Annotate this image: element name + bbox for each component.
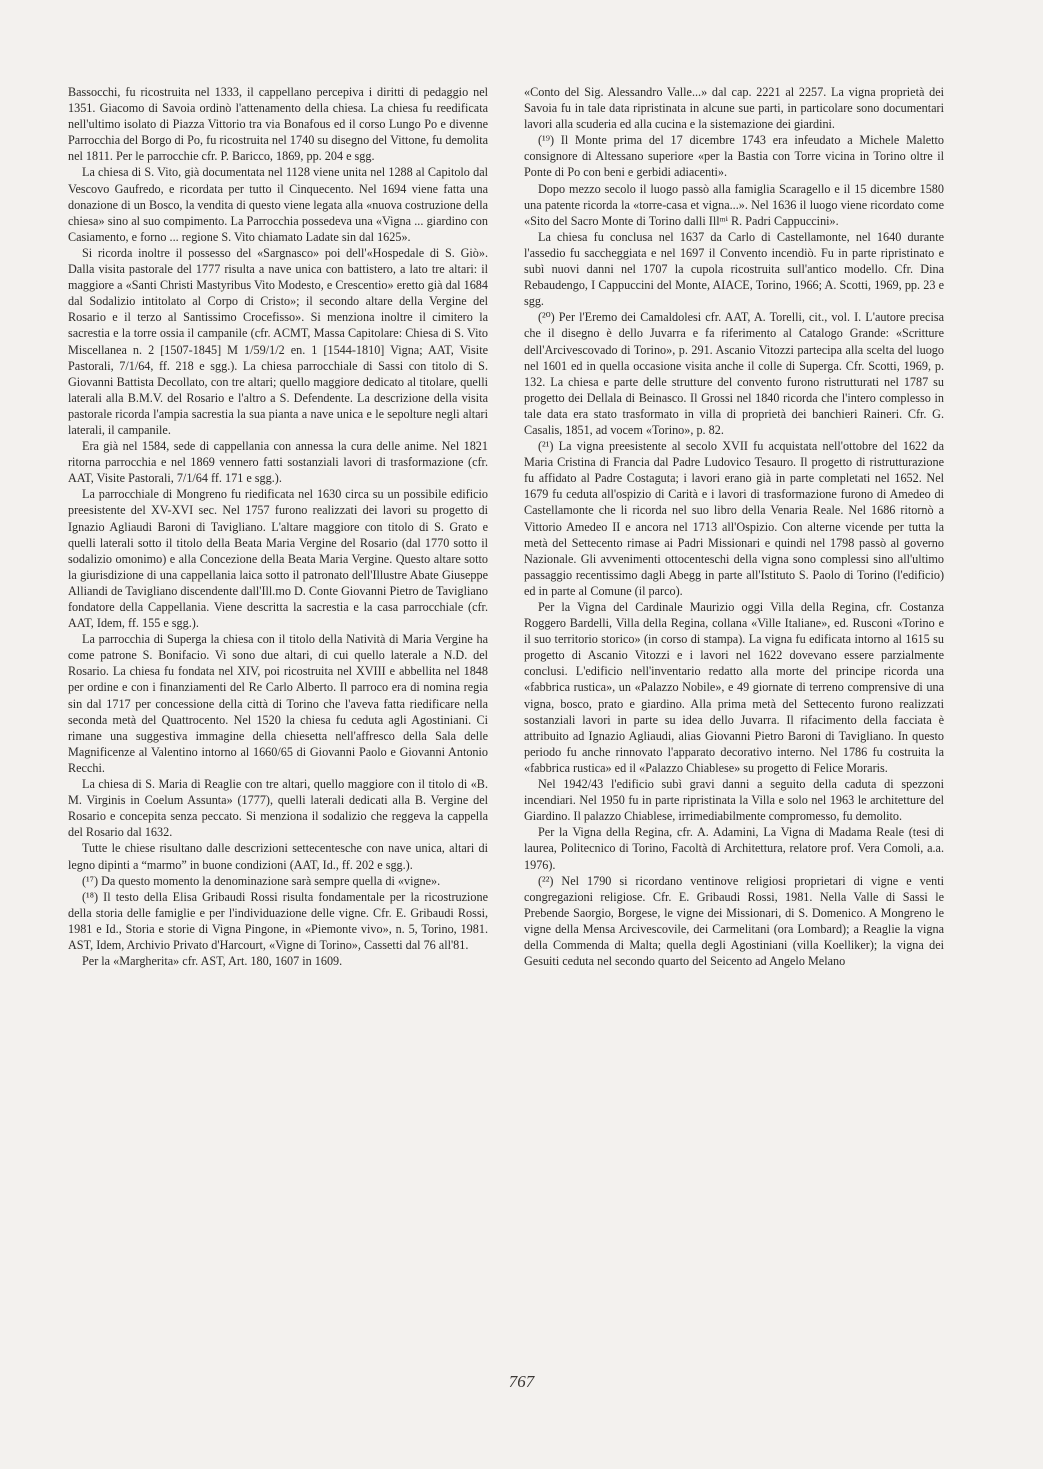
paragraph: La chiesa fu conclusa nel 1637 da Carlo di Castellamonte, nel 1640 durante l'assedio fu saccheggiata e nel 1697 il Convento incendiò. Fu in parte ripristinato e subì nuovi danni nel 1707 la cupola ricostruita sull'antico modello. Cfr. Dina Rebaudengo, I Cappuccini del Monte, AIACE, Torino, 1966; A. Scotti, 1969, pp. 23 e sgg.	[524, 229, 944, 309]
paragraph: Per la Vigna del Cardinale Maurizio oggi Villa della Regina, cfr. Costanza Roggero Bardelli, Villa della Regina, collana «Ville Italiane», ed. Rusconi «Torino e il suo territorio storico» (in corso di stampa). La vigna fu edificata intorno al 1615 su progetto di Ascanio Vitozzi e i lavori nel 1622 dovevano essere parzialmente conclusi. L'edificio nell'inventario redatto alla morte del principe ricorda una «fabbrica rustica», un «Palazzo Nobile», e 49 giornate di terreno comprensive di una vigna, bosco, prato e giardino. Alla prima metà del Settecento furono realizzati sostanziali lavori in parte su idea dello Juvarra. Il rifacimento della facciata è attribuito ad Ignazio Agliaudi, alias Giovanni Pietro Baroni di Tavigliano. In questo periodo fu anche rinnovato l'apparato decorativo interno. Nel 1786 fu costruita la «fabbrica rustica» ed il «Palazzo Chiablese» su progetto di Felice Moraris.	[524, 600, 944, 775]
paragraph: La parrocchia di Superga la chiesa con il titolo della Natività di Maria Vergine ha come patrone S. Bonifacio. Vi sono due altari, di cui quello laterale a N.D. del Rosario. La chiesa fu fondata nel XIV, poi ricostruita nel XVIII e abbellita nel 1848 per ordine e con i finanziamenti del Re Carlo Alberto. Il parroco era di nomina regia sin dal 1717 per concessione della città di Torino che l'aveva fatta riedificare nella seconda metà del Quattrocento. Nel 1520 la chiesa fu ceduta agli Agostiniani. Ci rimane una suggestiva immagine della chiesetta nell'affresco della Sala delle Magnificenze al Valentino intorno al 1660/65 di Giovanni Paolo e Giovanni Antonio Recchi.	[68, 632, 488, 775]
paragraph: (¹⁷) Da questo momento la denominazione sarà sempre quella di «vigne».	[82, 873, 441, 888]
paragraph: Per la «Margherita» cfr. AST, Art. 180, 1607 in 1609.	[82, 954, 343, 969]
paragraph: Tutte le chiese risultano dalle descrizioni settecentesche con nave unica, altari di legno dipinti a “marmo” in buone condizioni (AAT, Id., ff. 202 e sgg.).	[68, 841, 488, 872]
paragraph: Per la Vigna della Regina, cfr. A. Adamini, La Vigna di Madama Reale (tesi di laurea, Politecnico di Torino, Facoltà di Architettura, relatore prof. Vera Comoli, a.a. 1976).	[524, 825, 944, 872]
right-text-column	[524, 84, 944, 969]
paragraph: La chiesa di S. Maria di Reaglie con tre altari, quello maggiore con il titolo di «B. M. Virginis in Coelum Assunta» (1777), quelli laterali dedicati alla B. Vergine del Rosario e concepita senza peccato. Si menziona il sodalizio che reggeva la cappella del Rosario dal 1632.	[68, 777, 488, 840]
paragraph: La parrocchiale di Mongreno fu riedificata nel 1630 circa su un possibile edificio preesistente del XV-XVI sec. Nel 1757 furono realizzati dei lavori su progetto di Ignazio Agliaudi Baroni di Tavigliano. L'altare maggiore con titolo di S. Grato e quelli laterali sotto il titolo della Beata Maria Vergine del Rosario (dal 1770 sotto il sodalizio omonimo) e alla Concezione della Beata Maria Vergine. Questo altare sotto la giurisdizione di una cappellania laica sotto il patronato dell'Illustre Abate Giuseppe Alliandi de Tavigliano discendente dall'Ill.mo D. Conte Giovanni Pietro de Tavigliano fondatore della Cappellania. Viene descritta la sacrestia e la casa parrocchiale (cfr. AAT, Idem, ff. 155 e sgg.).	[68, 487, 488, 631]
paragraph: La chiesa di S. Vito, già documentata nel 1128 viene unita nel 1288 al Capitolo dal Vescovo Gaufredo, e ricordata per tutto il Cinquecento. Nel 1694 viene fatta una donazione di un Bosco, la vendita di questo viene legata alla «nuova costruzione della chiesa» sino al suo compimento. La Parrocchia possedeva una «Vigna ... giardino con Casiamento, e forno ... regione S. Vito chiamato Ladate sin dal 1625».	[68, 165, 488, 244]
paragraph: (¹⁹) Il Monte prima del 17 dicembre 1743 era infeudato a Michele Maletto consignore di Altessano superiore «per la Bastia con Torre vicina in Torino oltre il Ponte di Po con beni e gerbidi adiacenti».	[524, 133, 944, 180]
paragraph: (²¹) La vigna preesistente al secolo XVII fu acquistata nell'ottobre del 1622 da Maria Cristina di Francia dal Padre Ludovico Tesauro. Il progetto di ristrutturazione fu affidato al Padre Costaguta; i lavori erano già in parte completati nel 1652. Nel 1679 fu ceduta all'ospizio di Carità e i lavori di trasformazione furono di Amedeo di Castellamonte che li ricorda nel suo libro della Venaria Reale. Nel 1686 ritornò a Vittorio Amedeo II e ancora nel 1713 all'Ospizio. Con alterne vicende per tutta la metà del Settecento rimase ai Padri Missionari e quindi nel 1798 passò al governo Nazionale. Gli avvenimenti ottocenteschi della vigna sono complessi sino all'ultimo passaggio recentissimo dagli Abegg in parte all'Istituto S. Paolo di Torino (l'edificio) ed in parte al Comune (il parco).	[524, 439, 944, 598]
paragraph: «Conto del Sig. Alessandro Valle...» dal cap. 2221 al 2257. La vigna proprietà dei Savoia fu in tale data ripristinata in alcune sue parti, in particolare sono documentari lavori alla scuderia ed alla cucina e la sistemazione dei giardini.	[524, 85, 944, 132]
paragraph: (²²) Nel 1790 si ricordano ventinove religiosi proprietari di vigne e venti congregazioni religiose. Cfr. E. Gribaudi Rossi, 1981. Nella Valle di Sassi le Prebende Saorgio, Borgese, le vigne dei Missionari, di S. Domenico. A Mongreno le vigne della Mensa Arcivescovile, dei Carmelitani (ora Lombard); a Reaglie la vigna della Commenda di Malta; quella degli Agostiniani (villa Koelliker); la vigna dei Gesuiti ceduta nel secondo quarto del Seicento ad Angelo Melano	[524, 873, 944, 969]
paragraph: (²⁰) Per l'Eremo dei Camaldolesi cfr. AAT, A. Torelli, cit., vol. I. L'autore precisa che il disegno è dello Juvarra e fa riferimento al Catalogo Grande: «Scritture dell'Arcivescovado di Torino», p. 291. Ascanio Vitozzi partecipa alla scelta del luogo nel 1601 ed in quella occasione visita anche il colle di Superga. Cfr. Scotti, 1969, p. 132. La chiesa e parte delle strutture del convento furono ristrutturati nel 1787 su progetto dei Dellala di Beinasco. Il Grossi nel 1840 ricorda che l'intero complesso in tale data era stato trasformato in villa di proprietà dei banchieri Raineri. Cfr. G. Casalis, 1851, ad vocem «Torino», p. 82.	[524, 310, 944, 437]
paragraph: Era già nel 1584, sede di cappellania con annessa la cura delle anime. Nel 1821 ritorna parrocchia e nel 1869 vennero fatti sostanziali lavori di trasformazione (cfr. AAT, Visite Pastorali, 7/1/64 ff. 171 e sgg.).	[68, 439, 488, 486]
page-number: 767	[508, 1372, 535, 1391]
paragraph: Bassocchi, fu ricostruita nel 1333, il cappellano percepiva i diritti di pedaggio nel 1351. Giacomo di Savoia ordinò l'attenamento della chiesa. La chiesa fu reedificata nell'ultimo isolato di Piazza Vittorio tra via Bonafous ed il corso Lungo Po e divenne Parrocchia del Borgo di Po, fu ricostruita nel 1740 su disegno del Vittone, fu demolita nel 1811. Per le parrocchie cfr. P. Baricco, 1869, pp. 204 e sgg.	[68, 85, 488, 164]
paragraph: (¹⁸) Il testo della Elisa Gribaudi Rossi risulta fondamentale per la ricostruzione della storia delle famiglie e per l'individuazione delle vigne. Cfr. E. Gribaudi Rossi, 1981 e Id., Storia e storie di Vigna Pingone, in «Piemonte vivo», n. 5, Torino, 1981. AST, Idem, Archivio Privato d'Harcourt, «Vigne di Torino», Cassetti dal 76 all'81.	[68, 889, 488, 952]
left-text-column	[68, 84, 488, 969]
paragraph: Si ricorda inoltre il possesso del «Sargnasco» poi dell'«Hospedale di S. Giò». Dalla visita pastorale del 1777 risulta a nave unica con battistero, a lato tre altari: il maggiore a «Santi Christi Mastyribus Vito Modesto, e Crescentio» eretto già dal 1684 dal Sodalizio intitolato al Corpo di Cristo»; il secondo altare della Vergine del Rosario e il terzo al Santissimo Crocefisso». Si menziona inoltre il cimitero la sacrestia e la torre ossia il campanile (cfr. ACMT, Massa Capitolare: Chiesa di S. Vito Miscellanea n. 2 [1507-1845] M 1/59/1/2 en. 1 [1544-1810] Vigna; AAT, Visite Pastorali, 7/1/64, ff. 218 e sgg.). La chiesa parrocchiale di Sassi con titolo di S. Giovanni Battista Decollato, con tre altari; quello maggiore dedicato al titolare, quelli laterali alla B.M.V. del Rosario e l'altro a S. Defendente. La descrizione della visita pastorale ricorda l'ampia sacrestia la sua pianta a nave unica e le sepolture negli altari laterali, il campanile.	[68, 245, 488, 437]
paragraph: Nel 1942/43 l'edificio subì gravi danni a seguito della caduta di spezzoni incendiari. Nel 1950 fu in parte ripristinata la Villa e solo nel 1963 le architetture del Giardino. Il palazzo Chiablese, irrimediabilmente compromesso, fu demolito.	[524, 777, 944, 824]
paragraph: Dopo mezzo secolo il luogo passò alla famiglia Scaragello e il 15 dicembre 1580 una patente ricorda la «torre-casa et vigna...». Nel 1636 il luogo viene ricordato come «Sito del Sacro Monte di Torino dalli Illᵐⁱ R. Padri Cappuccini».	[524, 181, 944, 228]
